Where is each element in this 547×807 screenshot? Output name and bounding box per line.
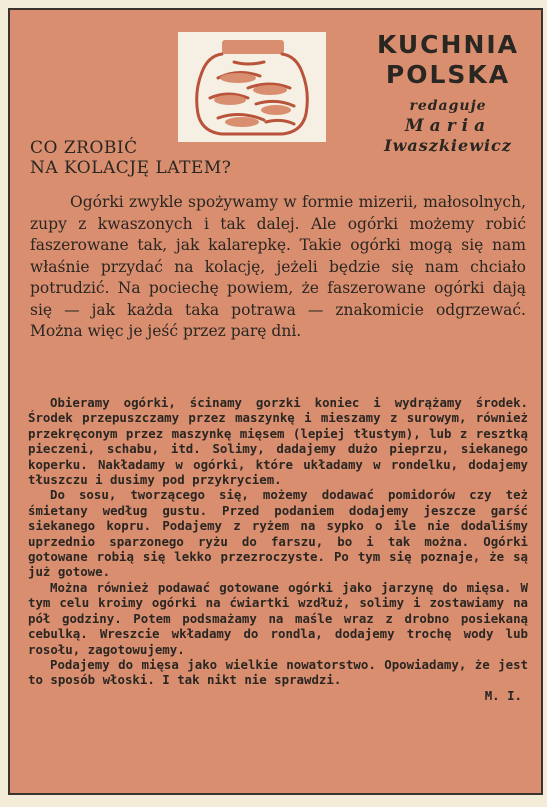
closing-row	[28, 657, 528, 688]
article-lead: Ogórki zwykle spożywamy w formie mizerii, małosolnych, zupy z kwaszonych i tak dalej. Ale ogórki możemy robić faszerowane tak, jak kalarepkę. Takie ogórki mogą się nam właśnie przydać na kolację, jeżeli będzie się nam chciało potrudzić. Na pociechę powiem, że faszerowane ogórki dają się — jak każda taka potrawa — znakomicie odgrzewać. Można więc je jeść przez parę dni.	[30, 193, 526, 340]
column-title-line1: KUCHNIA	[376, 30, 520, 59]
paragraph-4: Podajemy do mięsa jako wielkie nowatorstwo. Opowiadamy, że jest to sposób włoski. I tak nikt nie sprawdzi.	[28, 656, 528, 688]
article-title-line1: CO ZROBIĆ	[30, 138, 138, 158]
paragraph-1: Obieramy ogórki, ścinamy gorzki koniec i wydrążamy środek. Środek przepuszczamy przez maszynkę i mieszamy z surowym, również przekręconym przez maszynkę mięsem (lepiej tłustym), lub z resztką pieczeni, schabu, itd. Solimy, dadajemy dużo pieprzu, siekanego koperku. Nakładamy w ogórki, które układamy w rondelku, dodajemy tłuszczu i dusimy pod przykryciem.	[28, 395, 528, 488]
article-title	[30, 138, 320, 178]
paragraph-3: Można również podawać gotowane ogórki jako jarzynę do mięsa. W tym celu kroimy ogórki na ćwiartki wzdłuż, solimy i zostawiamy na pół godziny. Potem podsmażamy na maśle wraz z drobno posiekaną cebulką. Wreszcie wkładamy do rondla, dodajemy trochę wody lub rosołu, zagotowujemy.	[28, 579, 528, 657]
article-body	[28, 395, 528, 703]
jar-of-pickles-icon	[178, 32, 326, 142]
column-title-line2: POLSKA	[385, 60, 511, 89]
editor-first-name: Maria	[404, 116, 492, 136]
article-title-line2: NA KOLACJĘ LATEM?	[30, 158, 232, 178]
signature-row	[28, 688, 528, 703]
paragraph-2: Do sosu, tworzącego się, możemy dodawać pomidorów czy też śmietany według gustu. Przed podaniem dodajemy jeszcze garść siekanego kopru. Podajemy z ryżem na sypko o ile nie dodaliśmy uprzednio sparzonego ryżu do farszu, bo i tak można. Ogórki gotowane robią się lekko przezroczyste. Po tym się poznaje, że są już gotowe.	[28, 487, 528, 580]
header	[10, 10, 541, 190]
column-masthead	[360, 30, 536, 156]
signature: M. I.	[484, 687, 522, 703]
magazine-page	[8, 8, 543, 795]
editor-prefix: redaguje	[409, 98, 487, 114]
editor-last-name: Iwaszkiewicz	[384, 136, 512, 155]
